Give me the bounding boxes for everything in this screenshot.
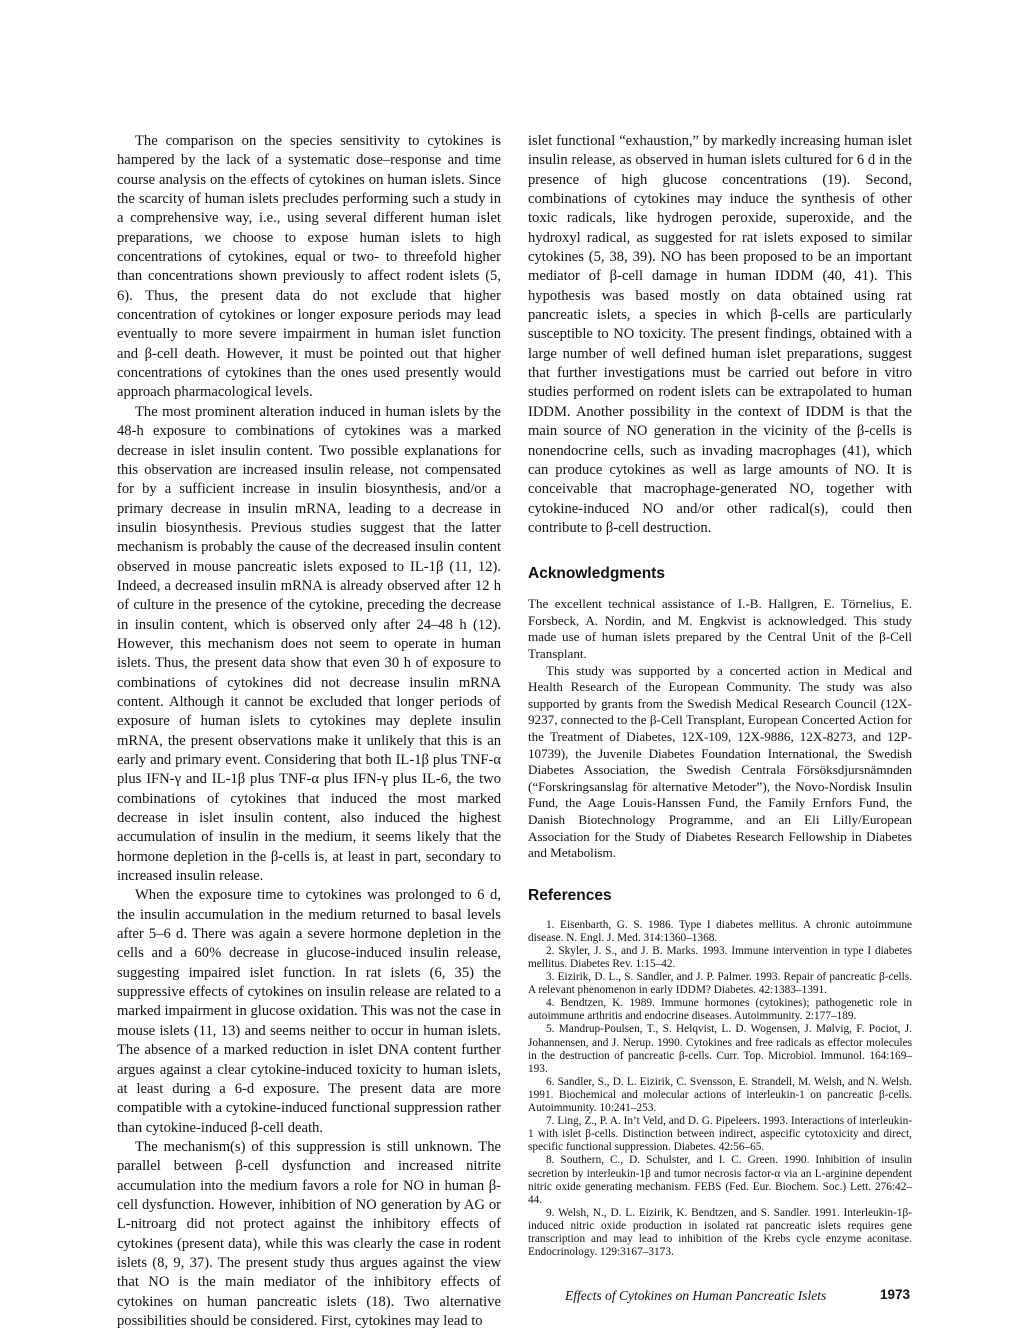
reference-item: 2. Skyler, J. S., and J. B. Marks. 1993. Immune intervention in type I diabetes mellitus. Diabetes Rev. 1:15–42.	[528, 944, 912, 970]
reference-item: 9. Welsh, N., D. L. Eizirik, K. Bendtzen, and S. Sandler. 1991. Interleukin-1β-induced nitric oxide production in isolated rat pancreatic islets requires gene transcription and may lead to inhibition of the Krebs cycle enzyme aconitase. Endocrinology. 129:3167–3173.	[528, 1206, 912, 1259]
references-list	[528, 919, 912, 1259]
reference-item: 6. Sandler, S., D. L. Eizirik, C. Svensson, E. Strandell, M. Welsh, and N. Welsh. 1991. Biochemical and molecular actions of interleukin-1 on pancreatic β-cells. Autoimmunity. 10:241–253.	[528, 1075, 912, 1115]
acknowledgments-heading: Acknowledgments	[528, 565, 665, 583]
body-paragraph: When the exposure time to cytokines was prolonged to 6 d, the insulin accumulation in the medium returned to basal levels after 5–6 d. There was again a severe hormone depletion in the cells and a 60% decrease in glucose-induced insulin release, suggesting impaired islet function. In rat islets (6, 35) the suppressive effects of cytokines on insulin release are related to a marked impairment in glucose oxidation. This was not the case in mouse islets (11, 13) and seems neither to occur in human islets. The absence of a marked reduction in islet DNA content further argues against a clear cytokine-induced toxicity to human islets, at least during a 6-d exposure. The present data are more compatible with a cytokine-induced functional suppression rather than cytokine-induced β-cell death.	[117, 887, 501, 1136]
running-title: Effects of Cytokines on Human Pancreatic Islets	[565, 1288, 827, 1303]
right-column	[528, 132, 912, 1259]
references-heading: References	[528, 886, 612, 904]
reference-item: 1. Eisenbarth, G. S. 1986. Type I diabetes mellitus. A chronic autoimmune disease. N. Engl. J. Med. 314:1360–1368.	[528, 918, 912, 944]
acknowledgments-paragraph: The excellent technical assistance of I.-B. Hallgren, E. Törnelius, E. Forsbeck, A. Nordin, and M. Engkvist is acknowledged. This study made use of human islets prepared by the Central Unit of the β-Cell Transplant.	[528, 596, 912, 661]
body-paragraph-continued: islet functional “exhaustion,” by markedly increasing human islet insulin release, as observed in human islets cultured for 6 d in the presence of high glucose concentrations (19). Second, combinations of cytokines may induce the synthesis of other toxic radicals, like hydrogen peroxide, superoxide, and the hydroxyl radical, as suggested for rat islets exposed to similar cytokines (5, 38, 39). NO has been proposed to be an important mediator of β-cell damage in human IDDM (40, 41). This hypothesis was based mostly on data obtained using rat pancreatic islets, a species in which β-cells are particularly susceptible to NO toxicity. The present findings, obtained with a large number of well defined human islet preparations, suggest that further investigations must be carried out before in vitro studies performed on rodent islets can be extrapolated to human IDDM. Another possibility in the context of IDDM is that the main source of NO generation in the vicinity of the β-cells is nonendocrine cells, such as invading macrophages (41), which can produce cytokines as well as large amounts of NO. It is conceivable that macrophage-generated NO, together with cytokine-induced NO and/or other radical(s), could then contribute to β-cell destruction.	[528, 133, 912, 536]
acknowledgments-paragraph: This study was supported by a concerted action in Medical and Health Research of the European Community. The study was also supported by grants from the Swedish Medical Research Council (12X-9237, connected to the β-Cell Transplant, European Concerted Action for the Treatment of Diabetes, 12X-109, 12X-9886, 12X-8273, and 12P-10739), the Juvenile Diabetes Foundation International, the Swedish Diabetes Association, the Swedish Centrala Försöksdjursnämnden (“Forskringsanslag för alternative Metoder”), the Novo-Nordisk Insulin Fund, the Aage Louis-Hanssen Fund, the Family Ernfors Fund, the Danish Biotechnology Programme, and an Eli Lilly/European Association for the Study of Diabetes Research Fellowship in Diabetes and Metabolism.	[528, 662, 912, 861]
reference-item: 3. Eizirik, D. L., S. Sandler, and J. P. Palmer. 1993. Repair of pancreatic β-cells. A relevant phenomenon in early IDDM? Diabetes. 42:1383–1391.	[528, 971, 912, 997]
page-number: 1973	[880, 1287, 911, 1302]
reference-item: 5. Mandrup-Poulsen, T., S. Helqvist, L. D. Wogensen, J. Mølvig, F. Pociot, J. Johannensen, and J. Nerup. 1990. Cytokines and free radicals as effector molecules in the destruction of pancreatic β-cells. Curr. Top. Microbiol. Immunol. 164:169–193.	[528, 1023, 912, 1075]
reference-item: 7. Ling, Z., P. A. In’t Veld, and D. G. Pipeleers. 1993. Interactions of interleukin-1 with islet β-cells. Distinction between indirect, aspecific cytotoxicity and direct, specific functional suppression. Diabetes. 42:56–65.	[528, 1115, 912, 1154]
left-column	[117, 132, 501, 1331]
body-paragraph: The comparison on the species sensitivity to cytokines is hampered by the lack of a systematic dose–response and time course analysis on the effects of cytokines on human islets. Since the scarcity of human islets precludes performing such a study in a comprehensive way, i.e., using several different human islet preparations, we choose to expose human islets to high concentrations of cytokines, equal or two- to threefold higher than concentrations shown previously to affect rodent islets (5, 6). Thus, the present data do not exclude that higher concentration of cytokines or longer exposure periods may lead eventually to more severe impairment in human islet function and β-cell death. However, it must be pointed out that higher concentrations of cytokines than the ones used presently would approach pharmacological levels.	[117, 133, 501, 401]
reference-item: 4. Bendtzen, K. 1989. Immune hormones (cytokines); pathogenetic role in autoimmune arthritis and endocrine diseases. Autoimmunity. 2:177–189.	[528, 997, 912, 1023]
reference-item: 8. Southern, C., D. Schulster, and I. C. Green. 1990. Inhibition of insulin secretion by interleukin-1β and tumor necrosis factor-α via an L-arginine dependent nitric oxide generating mechanism. FEBS (Fed. Eur. Biochem. Soc.) Lett. 276:42–44.	[528, 1154, 912, 1206]
body-paragraph: The mechanism(s) of this suppression is still unknown. The parallel between β-cell dysfunction and increased nitrite accumulation into the medium favors a role for NO in human β-cell dysfunction. However, inhibition of NO generation by AG or L-nitroarg did not protect against the inhibitory effects of cytokines (present data), while this was clearly the case in rodent islets (8, 9, 37). The present study thus argues against the view that NO is the main mediator of the inhibitory effects of cytokines on human pancreatic islets (18). Two alternative possibilities should be considered. First, cytokines may lead to	[117, 1138, 501, 1329]
body-paragraph: The most prominent alteration induced in human islets by the 48-h exposure to combinations of cytokines was a marked decrease in islet insulin content. Two possible explanations for this observation are increased insulin release, not compensated for by a sufficient increase in insulin biosynthesis, and/or a primary decrease in insulin mRNA, leading to a decrease in insulin biosynthesis. Previous studies suggest that the latter mechanism is probably the cause of the decreased insulin content observed in mouse pancreatic islets exposed to IL-1β (11, 12). Indeed, a decreased insulin mRNA is already observed after 12 h of culture in the presence of the cytokine, preceding the decrease in insulin content, which is observed only after 24–48 h (12). However, this mechanism does not seem to operate in human islets. Thus, the present data show that even 30 h of exposure to combinations of cytokines did not decrease insulin mRNA content. Although it cannot be excluded that longer periods of exposure of human islets to cytokines may deplete insulin mRNA, the present observations make it unlikely that this is an early and primary event. Considering that both IL-1β plus TNF-α plus IFN-γ and IL-1β plus TNF-α plus IFN-γ plus IL-6, the two combinations of cytokines that induced the most marked decrease in islet insulin content, also induced the highest accumulation of insulin in the medium, it seems likely that the hormone depletion in the β-cells is, at least in part, secondary to increased insulin release.	[117, 403, 501, 885]
